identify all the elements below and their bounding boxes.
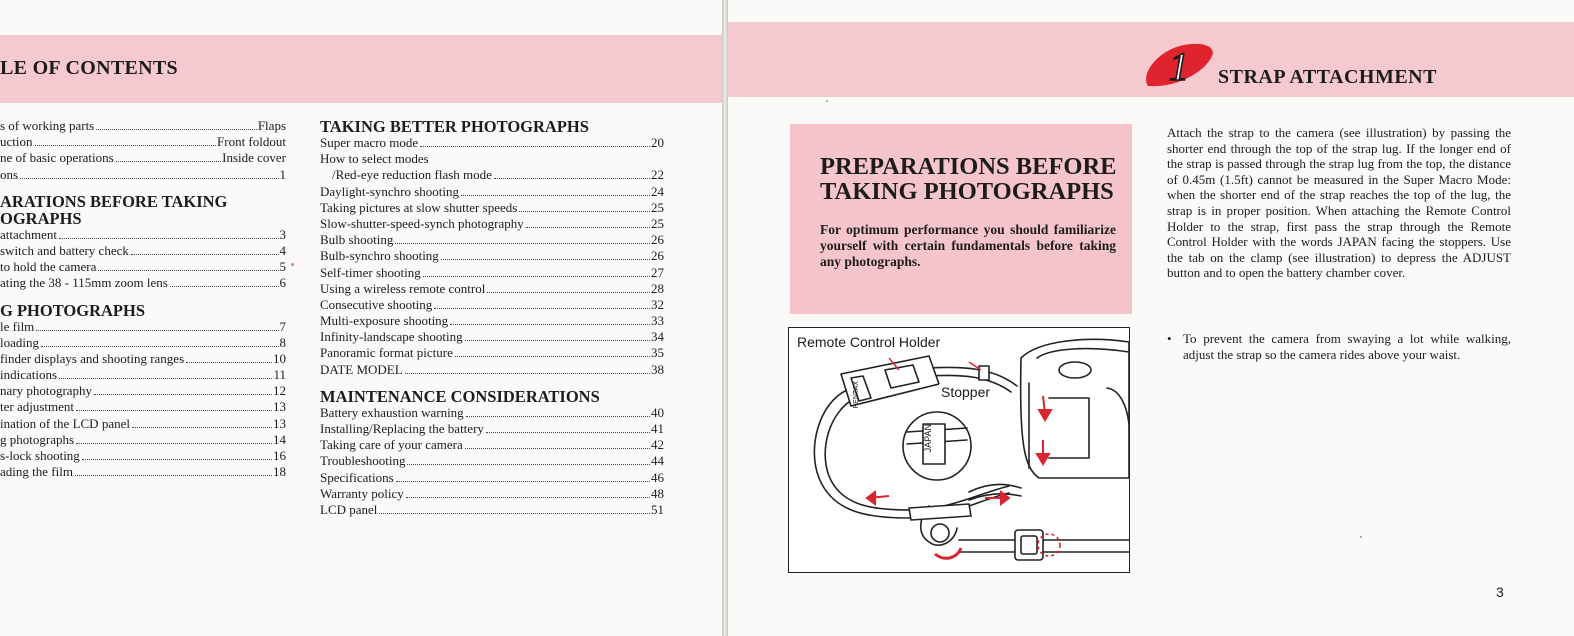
toc-leader-dots — [465, 448, 650, 449]
toc-leader-dots — [131, 254, 279, 255]
toc-entry — [320, 248, 664, 264]
toc-entry-page: 8 — [279, 334, 286, 350]
toc-entry-page: 51 — [651, 501, 664, 517]
toc-entry-label: Warranty policy — [320, 485, 404, 501]
preparations-text: For optimum performance you should familiarize yourself with certain fundamentals before taking any photographs. — [820, 222, 1116, 269]
toc-leader-dots — [434, 308, 650, 309]
left-page — [0, 0, 722, 636]
toc-entry-label: Battery exhaustion warning — [320, 404, 464, 420]
toc-entry-page: 40 — [651, 404, 664, 420]
toc-entry — [320, 216, 664, 232]
toc-entry-page: 13 — [273, 415, 286, 431]
toc-entry — [0, 448, 286, 464]
toc-entry — [320, 405, 664, 421]
toc-entry-page: 6 — [279, 275, 286, 291]
bullet-text: To prevent the camera from swaying a lot while walking, adjust the strap so the camera rides above your waist. — [1183, 331, 1511, 362]
toc-entry-page: 3 — [279, 226, 286, 242]
toc-entry-label: Taking care of your camera — [320, 437, 463, 453]
toc-entry-page: 27 — [651, 264, 664, 280]
toc-entry — [0, 416, 286, 432]
toc-entry-label: Slow-shutter-speed-synch photography — [320, 215, 524, 231]
toc-entry-page: 26 — [651, 232, 664, 248]
toc-entry-label: s of working parts — [0, 118, 95, 133]
toc-entry-label: nary photography — [0, 383, 93, 399]
chapter-number: 1 — [1169, 44, 1189, 88]
toc-entry-label: uction — [0, 134, 33, 150]
toc-entry — [0, 118, 286, 134]
toc-entry-page: 38 — [651, 361, 664, 377]
toc-entry-page: 10 — [273, 350, 286, 366]
strap-illustration — [788, 327, 1130, 573]
toc-entry — [0, 351, 286, 367]
toc-entry-label: Taking pictures at slow shutter speeds — [320, 199, 518, 215]
bullet-note — [1167, 331, 1511, 362]
toc-entry-page: Front foldout — [217, 134, 286, 150]
toc-entry-label: s-lock shooting — [0, 448, 80, 463]
preparations-title: PREPARATIONS BEFORE TAKING PHOTOGRAPHS — [820, 153, 1117, 205]
toc-leader-dots — [75, 475, 272, 476]
toc-entry-label: Super macro mode — [320, 135, 419, 150]
toc-entry — [320, 362, 664, 378]
toc-entry-page: 24 — [651, 183, 664, 199]
toc-entry-page: 14 — [273, 431, 286, 447]
toc-leader-dots — [450, 324, 650, 325]
toc-leader-dots — [466, 416, 650, 417]
chapter-title: STRAP ATTACHMENT — [1218, 66, 1437, 88]
toc-entry-label: g photographs — [0, 431, 75, 447]
right-page — [728, 0, 1574, 636]
toc-entry-page: 26 — [651, 248, 664, 264]
chapter-number-badge — [1140, 42, 1216, 88]
toc-entry-page: 34 — [651, 329, 664, 345]
toc-leader-dots — [41, 346, 279, 347]
toc-leader-dots — [59, 378, 272, 379]
toc-entry-page: 18 — [273, 464, 286, 480]
toc-leader-dots — [59, 238, 278, 239]
toc-leader-dots — [36, 330, 278, 331]
toc-leader-dots — [20, 178, 278, 179]
toc-entry — [0, 383, 286, 399]
toc-entry-label: indications — [0, 367, 58, 383]
toc-leader-dots — [395, 243, 650, 244]
toc-entry — [0, 275, 286, 291]
toc-leader-dots — [406, 497, 650, 498]
toc-entry-page: 11 — [273, 367, 286, 383]
toc-leader-dots — [423, 276, 650, 277]
toc-entry — [0, 259, 286, 275]
toc-entry — [320, 502, 664, 518]
pink-dot-mark — [291, 263, 294, 266]
toc-section-header: MAINTENANCE CONSIDERATIONS — [320, 386, 600, 406]
toc-leader-dots — [379, 513, 650, 514]
toc-leader-dots — [494, 178, 650, 179]
toc-entry-page: 28 — [651, 280, 664, 296]
toc-column-1 — [0, 118, 286, 480]
toc-entry-label: switch and battery check — [0, 242, 129, 258]
toc-leader-dots — [486, 432, 650, 433]
toc-section-header: G PHOTOGRAPHS — [0, 300, 146, 320]
toc-entry-page: 7 — [279, 318, 286, 334]
toc-leader-dots — [132, 427, 272, 428]
toc-entry-label: Self-timer shooting — [320, 264, 421, 280]
toc-leader-dots — [94, 394, 272, 395]
toc-entry — [320, 135, 664, 151]
toc-entry-label: attachment — [0, 226, 58, 242]
toc-leader-dots — [461, 195, 650, 196]
toc-entry-page: 4 — [279, 242, 286, 258]
toc-entry-label: ination of the LCD panel — [0, 415, 130, 431]
toc-leader-dots — [186, 362, 272, 363]
toc-entry — [320, 151, 664, 167]
toc-entry-page: 32 — [651, 296, 664, 312]
toc-entry — [320, 437, 664, 453]
toc-leader-dots — [82, 459, 272, 460]
toc-entry-page: 25 — [651, 199, 664, 215]
toc-entry-page: 42 — [651, 437, 664, 453]
toc-leader-dots — [76, 410, 272, 411]
stopper-label: Stopper — [941, 384, 991, 400]
toc-entry-label: ons — [0, 166, 19, 182]
toc-leader-dots — [455, 356, 650, 357]
toc-entry-label: to hold the camera — [0, 259, 97, 275]
toc-entry-label: Daylight-synchro shooting — [320, 183, 460, 199]
toc-entry — [0, 367, 286, 383]
japan-label: JAPAN — [923, 424, 933, 453]
toc-entry — [320, 232, 664, 248]
toc-entry — [320, 281, 664, 297]
remote-control-holder-label: Remote Control Holder — [797, 334, 941, 350]
toc-entry-label: Panoramic format picture — [320, 345, 453, 361]
toc-title: LE OF CONTENTS — [0, 57, 178, 79]
toc-leader-dots — [396, 481, 650, 482]
toc-entry-label: LCD panel — [320, 501, 378, 517]
toc-entry-page: 35 — [651, 345, 664, 361]
toc-entry-label: loading — [0, 334, 39, 350]
strap-instructions: Attach the strap to the camera (see illustration) by passing the shorter end through the top of the strap lug. If the longer end of the strap is passed through the strap lug from the top, the distance of 0.45m (1.5ft) cannot be measured in the Super Macro Mode: when the shorter end of the strap reaches the top of the lug, the strap is in proper position. When attaching the Remote Control Holder to the strap, first pass the strap through the Remote Control Holder with the words JAPAN facing the stoppers. Use the tab on the clamp (see illustration) to depress the ADJUST button and to open the battery chamber cover. — [1167, 125, 1511, 281]
toc-entry-label: ading the film — [0, 464, 73, 480]
toc-entry-page: 12 — [273, 383, 286, 399]
toc-entry — [0, 227, 286, 243]
bullet-mark: • — [1167, 331, 1172, 346]
page-number: 3 — [1496, 584, 1504, 600]
toc-entry-page: 44 — [651, 453, 664, 469]
toc-entry-label: Multi-exposure shooting — [320, 313, 449, 329]
toc-entry-label: /Red-eye reduction flash mode — [332, 167, 492, 183]
toc-entry-page: 33 — [651, 313, 664, 329]
toc-entry — [320, 297, 664, 313]
toc-entry — [0, 399, 286, 415]
toc-leader-dots — [98, 270, 278, 271]
toc-leader-dots — [441, 259, 650, 260]
toc-entry-page: 16 — [273, 448, 286, 463]
toc-entry-page: 46 — [651, 469, 664, 485]
toc-entry-page: Inside cover — [222, 150, 286, 166]
pentax-label: PENTAX — [853, 381, 860, 409]
toc-entry — [320, 200, 664, 216]
toc-entry-page: 25 — [651, 215, 664, 231]
toc-entry-label: Specifications — [320, 469, 394, 485]
toc-entry-label: Consecutive shooting — [320, 296, 433, 312]
toc-leader-dots — [526, 227, 650, 228]
toc-leader-dots — [76, 443, 272, 444]
toc-leader-dots — [407, 464, 650, 465]
toc-entry — [0, 150, 286, 166]
toc-entry-label: Installing/Replacing the battery — [320, 421, 484, 436]
toc-section-header: ARATIONS BEFORE TAKING OGRAPHS — [0, 191, 228, 228]
toc-leader-dots — [519, 211, 650, 212]
toc-entry-label: Using a wireless remote control — [320, 280, 486, 296]
toc-entry-page: 20 — [651, 135, 664, 150]
toc-entry — [0, 432, 286, 448]
toc-leader-dots — [96, 129, 257, 130]
toc-leader-dots — [116, 161, 221, 162]
toc-entry — [320, 265, 664, 281]
toc-leader-dots — [487, 292, 650, 293]
strap-drawing — [789, 328, 1129, 572]
toc-entry-page: 13 — [273, 399, 286, 415]
toc-entry-label: DATE MODEL — [320, 361, 403, 377]
toc-leader-dots — [420, 146, 650, 147]
toc-entry — [320, 470, 664, 486]
toc-entry — [0, 319, 286, 335]
toc-entry — [0, 464, 286, 480]
toc-entry-page: 48 — [651, 485, 664, 501]
toc-leader-dots — [35, 145, 217, 146]
toc-section-header: TAKING BETTER PHOTOGRAPHS — [320, 117, 589, 136]
toc-entry-page: Flaps — [257, 118, 286, 133]
toc-entry-label: ter adjustment — [0, 399, 75, 415]
toc-entry-page: 5 — [279, 259, 286, 275]
toc-entry — [0, 167, 286, 183]
toc-entry-label: How to select modes — [320, 151, 429, 167]
toc-entry — [320, 329, 664, 345]
toc-entry-label: le film — [0, 318, 35, 334]
toc-leader-dots — [170, 286, 279, 287]
toc-entry-label: finder displays and shooting ranges — [0, 350, 185, 366]
toc-entry — [0, 243, 286, 259]
toc-entry — [320, 167, 664, 183]
toc-entry-label: Infinity-landscape shooting — [320, 329, 463, 345]
toc-entry-label: ne of basic operations — [0, 150, 114, 166]
toc-entry — [320, 486, 664, 502]
toc-entry-page: 1 — [279, 166, 286, 182]
toc-entry — [320, 184, 664, 200]
toc-entry — [320, 345, 664, 361]
toc-entry-label: Bulb shooting — [320, 232, 394, 248]
toc-entry — [320, 421, 664, 437]
toc-entry-page: 41 — [651, 421, 664, 436]
toc-entry-label: Bulb-synchro shooting — [320, 248, 439, 264]
toc-entry-page: 22 — [651, 167, 664, 183]
toc-leader-dots — [465, 340, 650, 341]
toc-entry — [0, 134, 286, 150]
toc-entry — [0, 335, 286, 351]
toc-column-2 — [320, 118, 664, 518]
toc-entry — [320, 453, 664, 469]
toc-entry-label: ating the 38 - 115mm zoom lens — [0, 275, 168, 291]
toc-leader-dots — [405, 373, 650, 374]
toc-entry — [320, 313, 664, 329]
toc-entry-label: Troubleshooting — [320, 453, 406, 469]
